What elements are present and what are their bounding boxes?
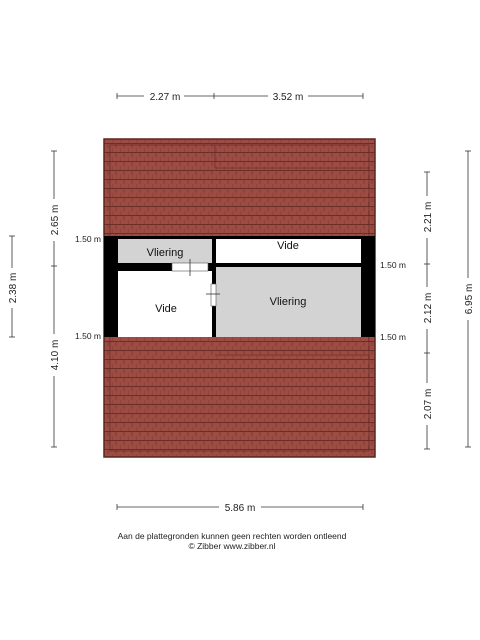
dim-top-right: 3.52 m <box>272 92 304 103</box>
dim-left-outer: 2.38 m <box>8 272 19 304</box>
footer-disclaimer: Aan de plattegronden kunnen geen rechten worden ontleend <box>117 531 347 541</box>
door-opening <box>211 284 216 306</box>
dimension-left-inner <box>51 151 57 447</box>
dim-left-lower: 4.10 m <box>50 339 61 371</box>
dim-top-left: 2.27 m <box>149 92 181 103</box>
label-vliering-right: Vliering <box>269 296 307 308</box>
height-label-bottom-left: 1.50 m <box>75 331 101 341</box>
dim-bottom-total: 5.86 m <box>224 503 256 514</box>
label-vide-top-right: Vide <box>277 240 299 252</box>
dim-right-outer: 6.95 m <box>464 283 475 315</box>
height-label-bottom-right: 1.50 m <box>380 332 406 342</box>
dim-right-lower: 2.07 m <box>423 388 434 420</box>
footer-copyright: © Zibber www.zibber.nl <box>188 541 276 551</box>
label-vide-left: Vide <box>155 303 177 315</box>
dim-right-upper: 2.21 m <box>423 201 434 233</box>
label-vliering-top-left: Vliering <box>146 247 184 259</box>
dim-left-upper: 2.65 m <box>50 204 61 236</box>
height-label-top-left: 1.50 m <box>75 234 101 244</box>
height-label-top-right: 1.50 m <box>380 260 406 270</box>
dim-right-middle: 2.12 m <box>423 292 434 324</box>
